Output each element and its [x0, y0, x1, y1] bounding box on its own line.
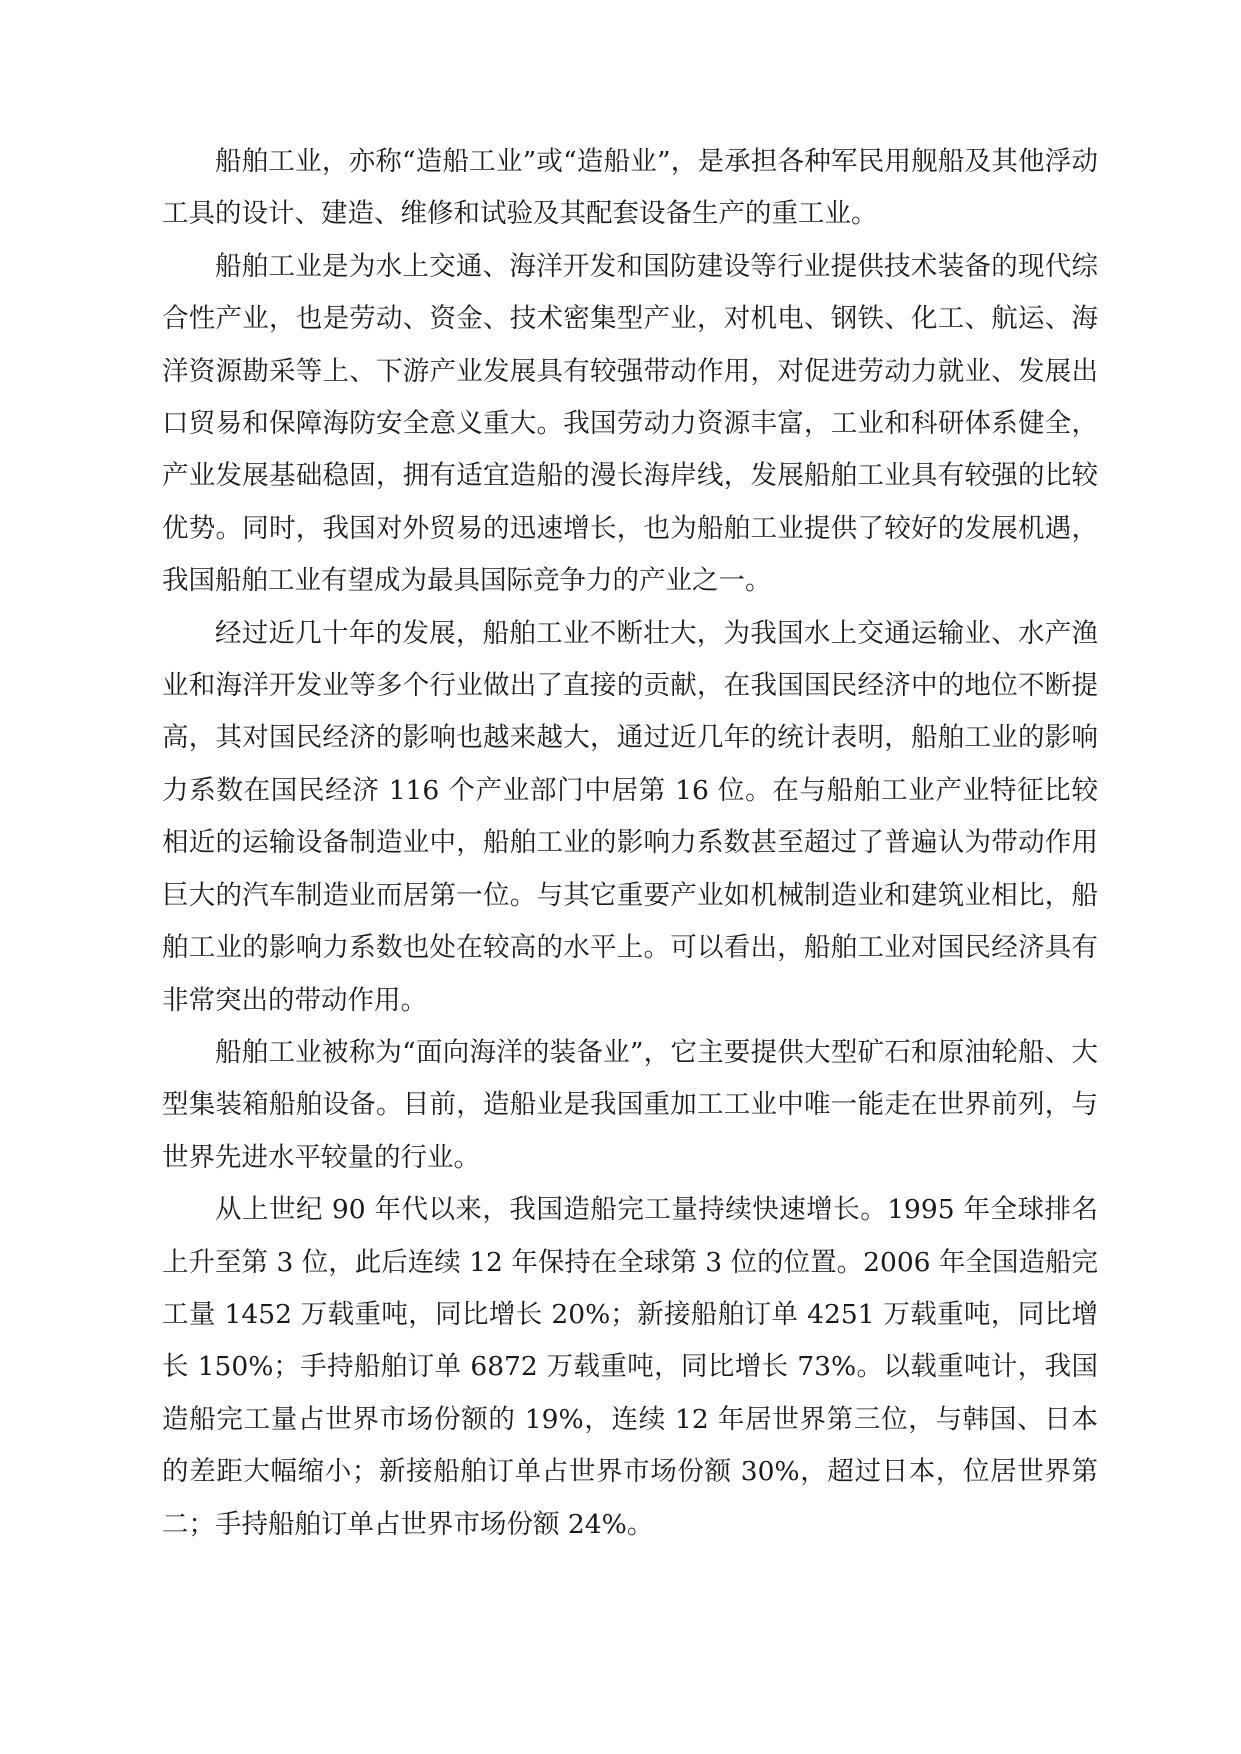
paragraph-2: 船舶工业是为水上交通、海洋开发和国防建设等行业提供技术装备的现代综合性产业，也是劳动、资金、技术密集型产业，对机电、钢铁、化工、航运、海洋资源勘采等上、下游产业发展具有较强带动作用，对促进劳动力就业、发展出口贸易和保障海防安全意义重大。我国劳动力资源丰富，工业和科研体系健全，产业发展基础稳固，拥有适宜造船的漫长海岸线，发展船舶工业具有较强的比较优势。同时，我国对外贸易的迅速增长，也为船舶工业提供了较好的发展机遇，我国船舶工业有望成为最具国际竞争力的产业之一。 — [162, 250, 1098, 597]
document-page — [162, 136, 1098, 1551]
paragraph-4: 船舶工业被称为“面向海洋的装备业”，它主要提供大型矿石和原油轮船、大型集装箱船舶设备。目前，造船业是我国重加工工业中唯一能走在世界前列，与世界先进水平较量的行业。 — [162, 1036, 1098, 1173]
paragraph-3: 经过近几十年的发展，船舶工业不断壮大，为我国水上交通运输业、水产渔业和海洋开发业等多个行业做出了直接的贡献，在我国国民经济中的地位不断提高，其对国民经济的影响也越来越大，通过近几年的统计表明，船舶工业的影响力系数在国民经济 116 个产业部门中居第 16 位。在与船舶工业产业特征比较相近的运输设备制造业中，船舶工业的影响力系数甚至超过了普遍认为带动作用巨大的汽车制造业而居第一位。与其它重要产业如机械制造业和建筑业相比，船舶工业的影响力系数也处在较高的水平上。可以看出，船舶工业对国民经济具有非常突出的带动作用。 — [162, 617, 1098, 1016]
paragraph-5: 从上世纪 90 年代以来，我国造船完工量持续快速增长。1995 年全球排名上升至第 3 位，此后连续 12 年保持在全球第 3 位的位置。2006 年全国造船完工量 1452 万载重吨，同比增长 20%；新接船舶订单 4251 万载重吨，同比增长 150%；手持船舶订单 6872 万载重吨，同比增长 73%。以载重吨计，我国造船完工量占世界市场份额的 19%，连续 12 年居世界第三位，与韩国、日本的差距大幅缩小；新接船舶订单占世界市场份额 30%，超过日本，位居世界第二；手持船舶订单占世界市场份额 24%。 — [162, 1194, 1098, 1540]
paragraph-1: 船舶工业，亦称“造船工业”或“造船业”，是承担各种军民用舰船及其他浮动工具的设计、建造、维修和试验及其配套设备生产的重工业。 — [162, 146, 1098, 230]
